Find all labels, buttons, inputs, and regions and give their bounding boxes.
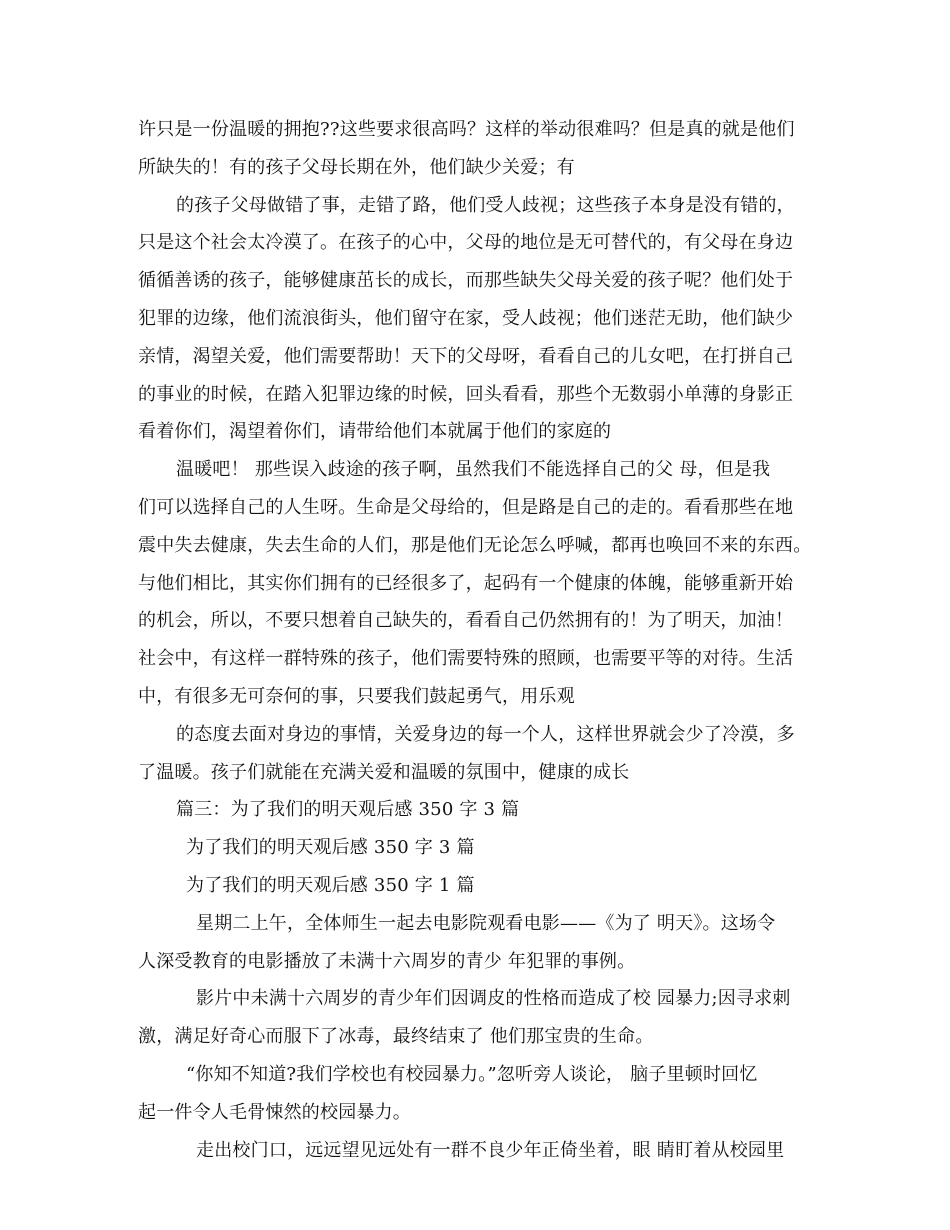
text-line: 了温暖。孩子们就能在充满关爱和温暖的氛围中，健康的成长 — [138, 762, 630, 783]
text-line: 人深受教育的电影播放了未满十六周岁的青少 年犯罪的事例。 — [138, 951, 636, 972]
text-line: 温暖吧！ 那些误入歧途的孩子啊，虽然我们不能选择自己的父 母，但是我 — [176, 459, 771, 480]
text-line: 所缺失的！有的孩子父母长期在外，他们缺少关爱；有 — [138, 157, 575, 178]
text-line: 影片中未满十六周岁的青少年们因调皮的性格而造成了校 园暴力;因寻求刺 — [196, 988, 791, 1009]
text-line: 激，满足好奇心而服下了冰毒，最终结束了 他们那宝贵的生命。 — [138, 1026, 654, 1047]
text-line: “你知不知道?我们学校也有校园暴力。”忽听旁人谈论， 脑子里顿时回忆 — [186, 1064, 758, 1085]
text-line: 与他们相比，其实你们拥有的已经很多了，起码有一个健康的体魄，能够重新开始 — [138, 573, 794, 594]
text-line: 的机会，所以，不要只想着自己缺失的，看看自己仍然拥有的！为了明天，加油！ — [138, 610, 794, 631]
text-line: 中，有很多无可奈何的事，只要我们鼓起勇气，用乐观 — [138, 686, 575, 707]
text-line: 只是这个社会太冷漠了。在孩子的心中，父母的地位是无可替代的，有父母在身边 — [138, 232, 794, 253]
text-line: 震中失去健康，失去生命的人们，那是他们无论怎么呼喊，都再也唤回不来的东西。 — [138, 535, 812, 556]
text-line: 犯罪的边缘，他们流浪街头，他们留守在家，受人歧视；他们迷茫无助，他们缺少 — [138, 308, 794, 329]
text-line: 循循善诱的孩子，能够健康茁长的成长，而那些缺失父母关爱的孩子呢？他们处于 — [138, 270, 794, 291]
text-line: 亲情，渴望关爱，他们需要帮助！天下的父母呀，看看自己的儿女吧，在打拼自己 — [138, 346, 794, 367]
text-line: 看着你们，渴望着你们，请带给他们本就属于他们的家庭的 — [138, 421, 612, 442]
text-line: 的孩子父母做错了事，走错了路，他们受人歧视；这些孩子本身是没有错的， — [176, 195, 795, 216]
text-line: 社会中，有这样一群特殊的孩子，他们需要特殊的照顾，也需要平等的对待。生活 — [138, 648, 794, 669]
text-line: 走出校门口，远远望见远处有一群不良少年正倚坐着，眼 睛盯着从校园里 — [196, 1140, 785, 1161]
text-line: 的事业的时候，在踏入犯罪边缘的时候，回头看看，那些个无数弱小单薄的身影正 — [138, 384, 794, 405]
text-line: 星期二上午，全体师生一起去电影院观看电影——《为了 明天》。这场令 — [196, 913, 776, 934]
subheading: 为了我们的明天观后感 350 字 1 篇 — [186, 875, 475, 896]
text-line: 起一件令人毛骨悚然的校园暴力。 — [138, 1102, 411, 1123]
text-line: 的态度去面对身边的事情，关爱身边的每一个人，这样世界就会少了冷漠，多 — [176, 724, 795, 745]
subheading: 为了我们的明天观后感 350 字 3 篇 — [186, 837, 475, 858]
section-heading: 篇三：为了我们的明天观后感 350 字 3 篇 — [176, 799, 520, 820]
text-line: 们可以选择自己的人生呀。生命是父母给的，但是路是自己的走的。看看那些在地 — [138, 497, 794, 518]
text-line: 许只是一份温暖的拥抱??这些要求很高吗？这样的举动很难吗？但是真的就是他们 — [138, 119, 795, 140]
